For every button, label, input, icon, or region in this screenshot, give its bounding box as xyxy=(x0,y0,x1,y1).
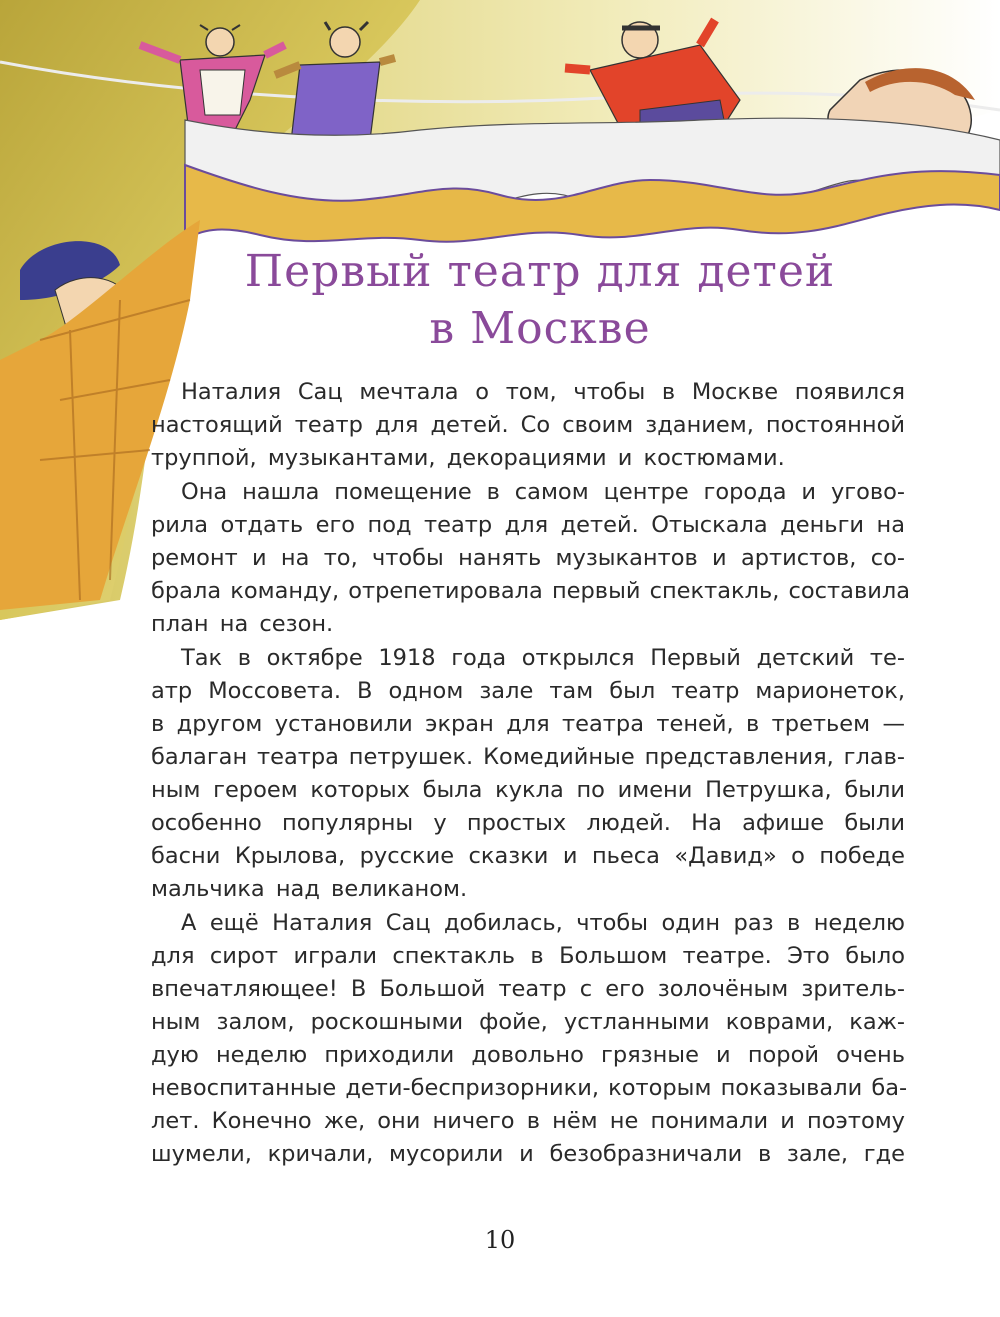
text-line: ным залом, роскошными фойе, устланными коврами, каж- xyxy=(151,1009,905,1035)
text-line: рила отдать его под театр для детей. Отыскала деньги на xyxy=(151,512,905,538)
text-line: брала команду, отрепетировала первый спектакль, составила xyxy=(151,578,911,604)
text-line: настоящий театр для детей. Со своим зданием, постоянной xyxy=(151,412,905,438)
text-line: басни Крылова, русские сказки и пьеса «Давид» о победе xyxy=(151,843,905,869)
page-title-line-1: Первый театр для детей xyxy=(244,246,836,297)
text-line: атр Моссовета. В одном зале там был театр марионеток, xyxy=(151,678,905,704)
text-line: особенно популярны у простых людей. На афише были xyxy=(151,810,905,836)
text-line: Наталия Сац мечтала о том, чтобы в Москве появился xyxy=(181,379,905,405)
text-line: Так в октябре 1918 года открылся Первый детский те- xyxy=(181,645,905,671)
text-line: балаган театра петрушек. Комедийные представления, глав- xyxy=(151,744,905,770)
page-title-line-2: в Москве xyxy=(429,303,651,354)
page-number: 10 xyxy=(484,1226,516,1254)
text-line: ным героем которых была кукла по имени Петрушка, были xyxy=(151,777,905,803)
text-line: мальчика над великаном. xyxy=(151,876,468,902)
text-line: А ещё Наталия Сац добилась, чтобы один раз в неделю xyxy=(181,910,905,936)
text-line: Она нашла помещение в самом центре города и угово- xyxy=(181,479,905,505)
text-line: шумели, кричали, мусорили и безобразничали в зале, где xyxy=(151,1141,905,1167)
text-line: план на сезон. xyxy=(151,611,334,637)
text-line: впечатляющее! В Большой театр с его золочёным зритель- xyxy=(151,976,905,1002)
text-line: в другом установили экран для театра теней, в третьем — xyxy=(151,711,905,737)
text-line: лет. Конечно же, они ничего в нём не понимали и поэтому xyxy=(151,1108,905,1134)
text-line: для сирот играли спектакль в Большом театре. Это было xyxy=(151,943,905,969)
text-line: невоспитанные дети-беспризорники, которым показывали ба- xyxy=(151,1075,908,1101)
curtain xyxy=(185,118,1000,242)
text-line: ремонт и на то, чтобы нанять музыкантов и артистов, со- xyxy=(151,545,905,571)
text-line: дую неделю приходили довольно грязные и порой очень xyxy=(151,1042,905,1068)
text-line: труппой, музыкантами, декорациями и костюмами. xyxy=(151,445,785,471)
